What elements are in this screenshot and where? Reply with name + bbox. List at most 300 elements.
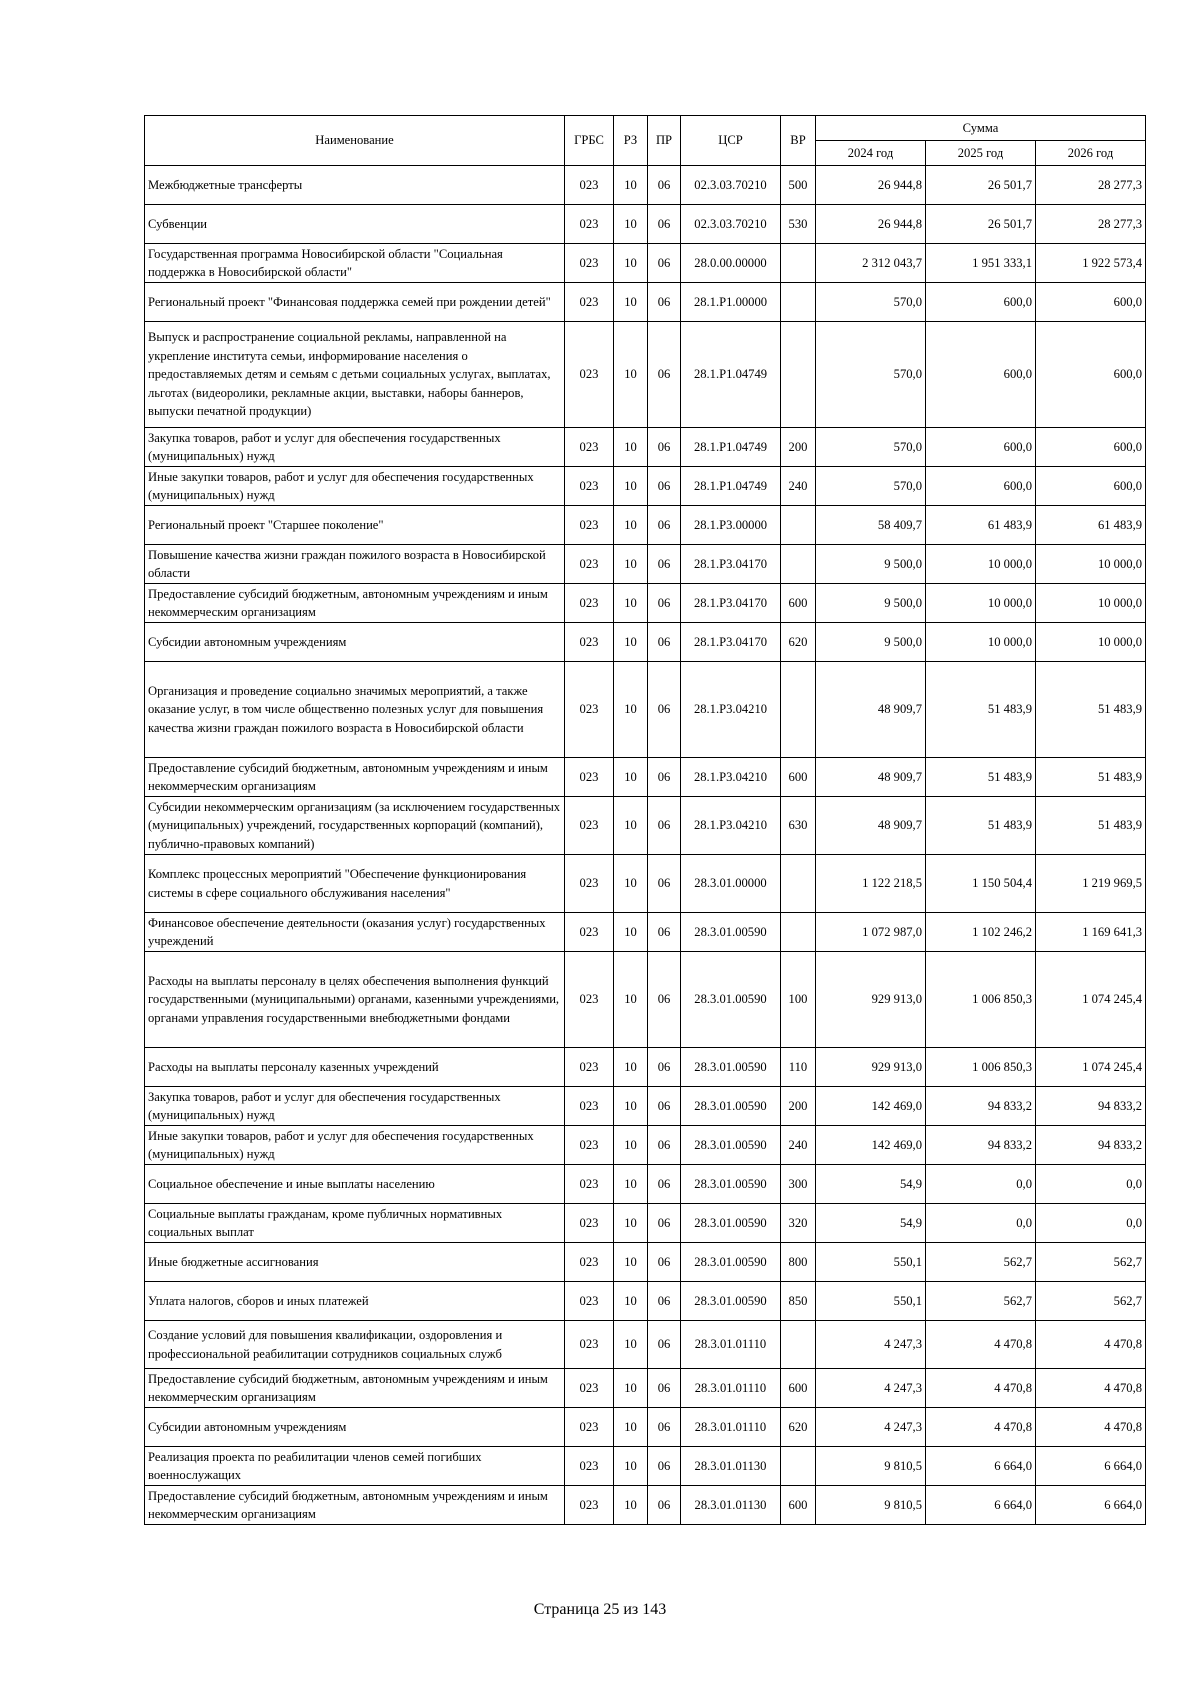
row-grbs: 023	[565, 467, 614, 506]
row-rz: 10	[614, 1165, 648, 1204]
row-sum-2026: 61 483,9	[1036, 506, 1146, 545]
table-row	[145, 1369, 1146, 1408]
row-csr: 28.1.Р1.04749	[681, 322, 781, 428]
row-sum-2025: 51 483,9	[926, 797, 1036, 855]
row-sum-2026: 51 483,9	[1036, 797, 1146, 855]
row-name: Иные бюджетные ассигнования	[145, 1243, 565, 1282]
row-csr: 28.1.Р3.00000	[681, 506, 781, 545]
row-sum-2026: 10 000,0	[1036, 584, 1146, 623]
row-sum-2025: 94 833,2	[926, 1087, 1036, 1126]
row-name: Предоставление субсидий бюджетным, автономным учреждениям и иным некоммерческим организациям	[145, 758, 565, 797]
row-grbs: 023	[565, 283, 614, 322]
row-sum-2024: 9 500,0	[816, 545, 926, 584]
row-grbs: 023	[565, 322, 614, 428]
row-pr: 06	[648, 244, 681, 283]
row-pr: 06	[648, 322, 681, 428]
row-csr: 28.3.01.00000	[681, 855, 781, 913]
table-row	[145, 283, 1146, 322]
row-vr: 620	[781, 623, 816, 662]
row-sum-2024: 2 312 043,7	[816, 244, 926, 283]
col-header-csr: ЦСР	[681, 116, 781, 166]
row-sum-2026: 1 922 573,4	[1036, 244, 1146, 283]
row-name: Реализация проекта по реабилитации членов семей погибших военнослужащих	[145, 1447, 565, 1486]
row-sum-2026: 94 833,2	[1036, 1126, 1146, 1165]
row-grbs: 023	[565, 913, 614, 952]
row-sum-2025: 10 000,0	[926, 545, 1036, 584]
row-grbs: 023	[565, 166, 614, 205]
row-vr	[781, 913, 816, 952]
row-grbs: 023	[565, 1204, 614, 1243]
row-sum-2024: 4 247,3	[816, 1321, 926, 1369]
row-csr: 28.1.Р3.04210	[681, 797, 781, 855]
row-vr: 600	[781, 1369, 816, 1408]
row-sum-2024: 4 247,3	[816, 1408, 926, 1447]
row-sum-2024: 9 810,5	[816, 1486, 926, 1525]
row-sum-2025: 51 483,9	[926, 662, 1036, 758]
row-vr: 110	[781, 1048, 816, 1087]
row-name: Иные закупки товаров, работ и услуг для обеспечения государственных (муниципальных) нужд	[145, 1126, 565, 1165]
table-row	[145, 322, 1146, 428]
row-vr: 800	[781, 1243, 816, 1282]
row-pr: 06	[648, 623, 681, 662]
row-sum-2026: 10 000,0	[1036, 545, 1146, 584]
row-pr: 06	[648, 584, 681, 623]
row-rz: 10	[614, 283, 648, 322]
table-row	[145, 467, 1146, 506]
table-row	[145, 1243, 1146, 1282]
row-vr	[781, 545, 816, 584]
row-vr: 100	[781, 952, 816, 1048]
row-pr: 06	[648, 1048, 681, 1087]
row-grbs: 023	[565, 1486, 614, 1525]
row-name: Социальное обеспечение и иные выплаты населению	[145, 1165, 565, 1204]
table-row	[145, 545, 1146, 584]
row-sum-2025: 4 470,8	[926, 1321, 1036, 1369]
row-csr: 28.3.01.00590	[681, 952, 781, 1048]
row-sum-2024: 4 247,3	[816, 1369, 926, 1408]
row-pr: 06	[648, 1282, 681, 1321]
row-sum-2026: 600,0	[1036, 467, 1146, 506]
row-csr: 28.0.00.00000	[681, 244, 781, 283]
col-header-sum: Сумма	[816, 116, 1146, 141]
row-vr: 600	[781, 758, 816, 797]
row-sum-2024: 54,9	[816, 1165, 926, 1204]
row-sum-2024: 550,1	[816, 1243, 926, 1282]
row-csr: 28.3.01.01110	[681, 1369, 781, 1408]
row-sum-2025: 0,0	[926, 1204, 1036, 1243]
col-header-rz: РЗ	[614, 116, 648, 166]
row-pr: 06	[648, 506, 681, 545]
row-vr: 530	[781, 205, 816, 244]
row-sum-2026: 51 483,9	[1036, 758, 1146, 797]
row-csr: 28.1.Р3.04170	[681, 584, 781, 623]
row-sum-2024: 1 122 218,5	[816, 855, 926, 913]
row-sum-2026: 10 000,0	[1036, 623, 1146, 662]
row-sum-2025: 562,7	[926, 1282, 1036, 1321]
row-vr: 320	[781, 1204, 816, 1243]
row-sum-2025: 26 501,7	[926, 205, 1036, 244]
row-csr: 02.3.03.70210	[681, 166, 781, 205]
row-pr: 06	[648, 467, 681, 506]
row-sum-2026: 4 470,8	[1036, 1321, 1146, 1369]
row-sum-2025: 1 951 333,1	[926, 244, 1036, 283]
row-csr: 28.1.Р3.04170	[681, 545, 781, 584]
row-vr: 620	[781, 1408, 816, 1447]
row-sum-2025: 94 833,2	[926, 1126, 1036, 1165]
row-sum-2025: 600,0	[926, 467, 1036, 506]
row-rz: 10	[614, 662, 648, 758]
row-name: Выпуск и распространение социальной рекламы, направленной на укрепление института семьи, информирование населения о предоставляемых детям и семьям с детьми социальных услугах, выплатах, льготах (видеоролики, рекламные акции, выставки, наборы баннеров, выпуски печатной продукции)	[145, 322, 565, 428]
row-csr: 28.1.Р3.04170	[681, 623, 781, 662]
row-sum-2026: 6 664,0	[1036, 1447, 1146, 1486]
row-sum-2026: 562,7	[1036, 1282, 1146, 1321]
page-number: Страница 25 из 143	[533, 1601, 667, 1618]
row-sum-2024: 26 944,8	[816, 166, 926, 205]
row-grbs: 023	[565, 797, 614, 855]
row-name: Межбюджетные трансферты	[145, 166, 565, 205]
row-sum-2026: 1 169 641,3	[1036, 913, 1146, 952]
table-row	[145, 623, 1146, 662]
row-csr: 28.3.01.00590	[681, 1087, 781, 1126]
row-sum-2026: 1 074 245,4	[1036, 1048, 1146, 1087]
row-csr: 28.1.Р3.04210	[681, 662, 781, 758]
row-grbs: 023	[565, 758, 614, 797]
row-sum-2025: 1 006 850,3	[926, 952, 1036, 1048]
table-row	[145, 205, 1146, 244]
col-header-pr: ПР	[648, 116, 681, 166]
col-header-name: Наименование	[145, 116, 565, 166]
row-name: Региональный проект "Старшее поколение"	[145, 506, 565, 545]
row-sum-2024: 929 913,0	[816, 1048, 926, 1087]
row-name: Финансовое обеспечение деятельности (оказания услуг) государственных учреждений	[145, 913, 565, 952]
row-sum-2024: 142 469,0	[816, 1087, 926, 1126]
row-sum-2025: 51 483,9	[926, 758, 1036, 797]
table-row	[145, 1408, 1146, 1447]
col-header-vr: ВР	[781, 116, 816, 166]
row-sum-2026: 28 277,3	[1036, 205, 1146, 244]
row-sum-2025: 61 483,9	[926, 506, 1036, 545]
table-row	[145, 506, 1146, 545]
row-rz: 10	[614, 1369, 648, 1408]
row-pr: 06	[648, 1087, 681, 1126]
row-vr: 200	[781, 1087, 816, 1126]
row-sum-2025: 1 150 504,4	[926, 855, 1036, 913]
row-rz: 10	[614, 758, 648, 797]
row-csr: 28.3.01.01110	[681, 1321, 781, 1369]
row-sum-2025: 1 006 850,3	[926, 1048, 1036, 1087]
row-sum-2025: 600,0	[926, 428, 1036, 467]
budget-table	[144, 115, 1146, 1525]
row-grbs: 023	[565, 952, 614, 1048]
row-vr	[781, 322, 816, 428]
row-grbs: 023	[565, 1321, 614, 1369]
row-pr: 06	[648, 1126, 681, 1165]
table-row	[145, 428, 1146, 467]
table-row	[145, 1282, 1146, 1321]
row-sum-2024: 9 500,0	[816, 584, 926, 623]
row-sum-2024: 1 072 987,0	[816, 913, 926, 952]
row-sum-2024: 570,0	[816, 322, 926, 428]
row-grbs: 023	[565, 1369, 614, 1408]
row-name: Субсидии некоммерческим организациям (за исключением государственных (муниципальных) учреждений, государственных корпораций (компаний), публично-правовых компаний)	[145, 797, 565, 855]
row-grbs: 023	[565, 1165, 614, 1204]
row-csr: 28.3.01.01130	[681, 1486, 781, 1525]
row-rz: 10	[614, 428, 648, 467]
row-name: Предоставление субсидий бюджетным, автономным учреждениям и иным некоммерческим организациям	[145, 1369, 565, 1408]
row-name: Иные закупки товаров, работ и услуг для обеспечения государственных (муниципальных) нужд	[145, 467, 565, 506]
row-pr: 06	[648, 1486, 681, 1525]
row-grbs: 023	[565, 584, 614, 623]
row-pr: 06	[648, 428, 681, 467]
row-sum-2026: 600,0	[1036, 428, 1146, 467]
col-header-2025: 2025 год	[926, 141, 1036, 166]
row-sum-2025: 0,0	[926, 1165, 1036, 1204]
row-sum-2024: 9 810,5	[816, 1447, 926, 1486]
row-pr: 06	[648, 545, 681, 584]
col-header-2024: 2024 год	[816, 141, 926, 166]
row-vr: 500	[781, 166, 816, 205]
row-sum-2026: 600,0	[1036, 322, 1146, 428]
row-sum-2025: 1 102 246,2	[926, 913, 1036, 952]
row-rz: 10	[614, 506, 648, 545]
row-name: Предоставление субсидий бюджетным, автономным учреждениям и иным некоммерческим организациям	[145, 584, 565, 623]
row-sum-2025: 10 000,0	[926, 623, 1036, 662]
row-csr: 28.3.01.00590	[681, 1282, 781, 1321]
row-sum-2024: 570,0	[816, 467, 926, 506]
row-sum-2024: 142 469,0	[816, 1126, 926, 1165]
row-rz: 10	[614, 1282, 648, 1321]
row-csr: 28.3.01.00590	[681, 1126, 781, 1165]
row-csr: 02.3.03.70210	[681, 205, 781, 244]
row-csr: 28.3.01.00590	[681, 1165, 781, 1204]
row-vr	[781, 244, 816, 283]
row-rz: 10	[614, 913, 648, 952]
row-rz: 10	[614, 467, 648, 506]
table-row	[145, 1126, 1146, 1165]
row-sum-2026: 562,7	[1036, 1243, 1146, 1282]
row-name: Субсидии автономным учреждениям	[145, 1408, 565, 1447]
table-row	[145, 1048, 1146, 1087]
row-rz: 10	[614, 1087, 648, 1126]
row-pr: 06	[648, 797, 681, 855]
row-sum-2025: 6 664,0	[926, 1447, 1036, 1486]
row-rz: 10	[614, 1486, 648, 1525]
row-pr: 06	[648, 1165, 681, 1204]
row-vr	[781, 283, 816, 322]
row-name: Расходы на выплаты персоналу в целях обеспечения выполнения функций государственными (муниципальными) органами, казенными учреждениями, органами управления государственными внебюджетными фондами	[145, 952, 565, 1048]
row-rz: 10	[614, 1321, 648, 1369]
row-sum-2026: 51 483,9	[1036, 662, 1146, 758]
row-vr: 200	[781, 428, 816, 467]
row-rz: 10	[614, 1408, 648, 1447]
row-rz: 10	[614, 1447, 648, 1486]
row-pr: 06	[648, 1243, 681, 1282]
row-pr: 06	[648, 166, 681, 205]
row-pr: 06	[648, 1447, 681, 1486]
row-sum-2026: 94 833,2	[1036, 1087, 1146, 1126]
row-rz: 10	[614, 545, 648, 584]
row-vr	[781, 662, 816, 758]
row-grbs: 023	[565, 244, 614, 283]
row-grbs: 023	[565, 545, 614, 584]
row-pr: 06	[648, 662, 681, 758]
row-name: Субсидии автономным учреждениям	[145, 623, 565, 662]
row-sum-2024: 9 500,0	[816, 623, 926, 662]
row-grbs: 023	[565, 1243, 614, 1282]
row-rz: 10	[614, 623, 648, 662]
row-grbs: 023	[565, 1447, 614, 1486]
row-rz: 10	[614, 244, 648, 283]
row-sum-2024: 570,0	[816, 428, 926, 467]
table-row	[145, 1321, 1146, 1369]
row-sum-2026: 4 470,8	[1036, 1369, 1146, 1408]
row-vr: 600	[781, 584, 816, 623]
row-grbs: 023	[565, 855, 614, 913]
row-pr: 06	[648, 1369, 681, 1408]
col-header-2026: 2026 год	[1036, 141, 1146, 166]
table-row	[145, 913, 1146, 952]
row-rz: 10	[614, 952, 648, 1048]
row-name: Повышение качества жизни граждан пожилого возраста в Новосибирской области	[145, 545, 565, 584]
row-grbs: 023	[565, 1282, 614, 1321]
row-sum-2024: 58 409,7	[816, 506, 926, 545]
table-header	[145, 116, 1146, 166]
row-name: Закупка товаров, работ и услуг для обеспечения государственных (муниципальных) нужд	[145, 1087, 565, 1126]
row-sum-2024: 570,0	[816, 283, 926, 322]
row-name: Создание условий для повышения квалификации, оздоровления и профессиональной реабилитации сотрудников социальных служб	[145, 1321, 565, 1369]
row-vr	[781, 1447, 816, 1486]
row-sum-2026: 6 664,0	[1036, 1486, 1146, 1525]
row-sum-2025: 4 470,8	[926, 1369, 1036, 1408]
row-sum-2026: 28 277,3	[1036, 166, 1146, 205]
row-grbs: 023	[565, 1126, 614, 1165]
row-sum-2024: 48 909,7	[816, 662, 926, 758]
row-csr: 28.3.01.00590	[681, 1048, 781, 1087]
row-rz: 10	[614, 1243, 648, 1282]
row-sum-2025: 4 470,8	[926, 1408, 1036, 1447]
row-csr: 28.1.Р3.04210	[681, 758, 781, 797]
row-pr: 06	[648, 758, 681, 797]
table-row	[145, 166, 1146, 205]
row-name: Региональный проект "Финансовая поддержка семей при рождении детей"	[145, 283, 565, 322]
table-row	[145, 797, 1146, 855]
row-sum-2024: 48 909,7	[816, 758, 926, 797]
row-sum-2025: 600,0	[926, 322, 1036, 428]
row-vr	[781, 1321, 816, 1369]
table-body	[145, 166, 1146, 1525]
row-pr: 06	[648, 205, 681, 244]
row-csr: 28.3.01.01130	[681, 1447, 781, 1486]
table-row	[145, 952, 1146, 1048]
row-vr: 850	[781, 1282, 816, 1321]
row-sum-2025: 562,7	[926, 1243, 1036, 1282]
row-grbs: 023	[565, 623, 614, 662]
table-row	[145, 1486, 1146, 1525]
table-row	[145, 584, 1146, 623]
row-sum-2024: 54,9	[816, 1204, 926, 1243]
row-csr: 28.3.01.00590	[681, 1243, 781, 1282]
row-rz: 10	[614, 322, 648, 428]
row-grbs: 023	[565, 428, 614, 467]
row-pr: 06	[648, 855, 681, 913]
row-rz: 10	[614, 797, 648, 855]
row-grbs: 023	[565, 1087, 614, 1126]
table-row	[145, 855, 1146, 913]
row-name: Уплата налогов, сборов и иных платежей	[145, 1282, 565, 1321]
row-vr	[781, 855, 816, 913]
row-sum-2024: 929 913,0	[816, 952, 926, 1048]
row-sum-2024: 48 909,7	[816, 797, 926, 855]
row-name: Организация и проведение социально значимых мероприятий, а также оказание услуг, в том числе общественно полезных услуг для повышения качества жизни граждан пожилого возраста в Новосибирской области	[145, 662, 565, 758]
row-rz: 10	[614, 1048, 648, 1087]
row-pr: 06	[648, 1321, 681, 1369]
table-row	[145, 1165, 1146, 1204]
col-header-grbs: ГРБС	[565, 116, 614, 166]
row-csr: 28.3.01.01110	[681, 1408, 781, 1447]
table-row	[145, 1447, 1146, 1486]
row-sum-2025: 10 000,0	[926, 584, 1036, 623]
row-sum-2026: 1 219 969,5	[1036, 855, 1146, 913]
row-name: Расходы на выплаты персоналу казенных учреждений	[145, 1048, 565, 1087]
row-vr	[781, 506, 816, 545]
row-vr: 600	[781, 1486, 816, 1525]
row-name: Социальные выплаты гражданам, кроме публичных нормативных социальных выплат	[145, 1204, 565, 1243]
row-name: Предоставление субсидий бюджетным, автономным учреждениям и иным некоммерческим организациям	[145, 1486, 565, 1525]
row-sum-2026: 0,0	[1036, 1165, 1146, 1204]
row-pr: 06	[648, 1204, 681, 1243]
row-sum-2026: 1 074 245,4	[1036, 952, 1146, 1048]
row-vr: 240	[781, 467, 816, 506]
row-sum-2024: 550,1	[816, 1282, 926, 1321]
table-row	[145, 662, 1146, 758]
row-csr: 28.3.01.00590	[681, 1204, 781, 1243]
row-sum-2024: 26 944,8	[816, 205, 926, 244]
row-name: Закупка товаров, работ и услуг для обеспечения государственных (муниципальных) нужд	[145, 428, 565, 467]
row-pr: 06	[648, 1408, 681, 1447]
row-sum-2026: 0,0	[1036, 1204, 1146, 1243]
row-pr: 06	[648, 952, 681, 1048]
table-row	[145, 244, 1146, 283]
row-grbs: 023	[565, 1408, 614, 1447]
row-sum-2025: 26 501,7	[926, 166, 1036, 205]
row-sum-2026: 600,0	[1036, 283, 1146, 322]
row-rz: 10	[614, 166, 648, 205]
row-pr: 06	[648, 913, 681, 952]
row-grbs: 023	[565, 662, 614, 758]
row-rz: 10	[614, 205, 648, 244]
table-row	[145, 1087, 1146, 1126]
row-rz: 10	[614, 1126, 648, 1165]
row-csr: 28.1.Р1.04749	[681, 467, 781, 506]
row-vr: 300	[781, 1165, 816, 1204]
row-name: Субвенции	[145, 205, 565, 244]
row-grbs: 023	[565, 205, 614, 244]
row-rz: 10	[614, 855, 648, 913]
row-name: Комплекс процессных мероприятий "Обеспечение функционирования системы в сфере социального обслуживания населения"	[145, 855, 565, 913]
table-row	[145, 758, 1146, 797]
row-csr: 28.1.Р1.04749	[681, 428, 781, 467]
row-csr: 28.1.Р1.00000	[681, 283, 781, 322]
table-row	[145, 1204, 1146, 1243]
row-grbs: 023	[565, 506, 614, 545]
row-sum-2025: 6 664,0	[926, 1486, 1036, 1525]
row-vr: 630	[781, 797, 816, 855]
row-sum-2026: 4 470,8	[1036, 1408, 1146, 1447]
row-name: Государственная программа Новосибирской области "Социальная поддержка в Новосибирской области"	[145, 244, 565, 283]
row-rz: 10	[614, 1204, 648, 1243]
row-vr: 240	[781, 1126, 816, 1165]
row-rz: 10	[614, 584, 648, 623]
